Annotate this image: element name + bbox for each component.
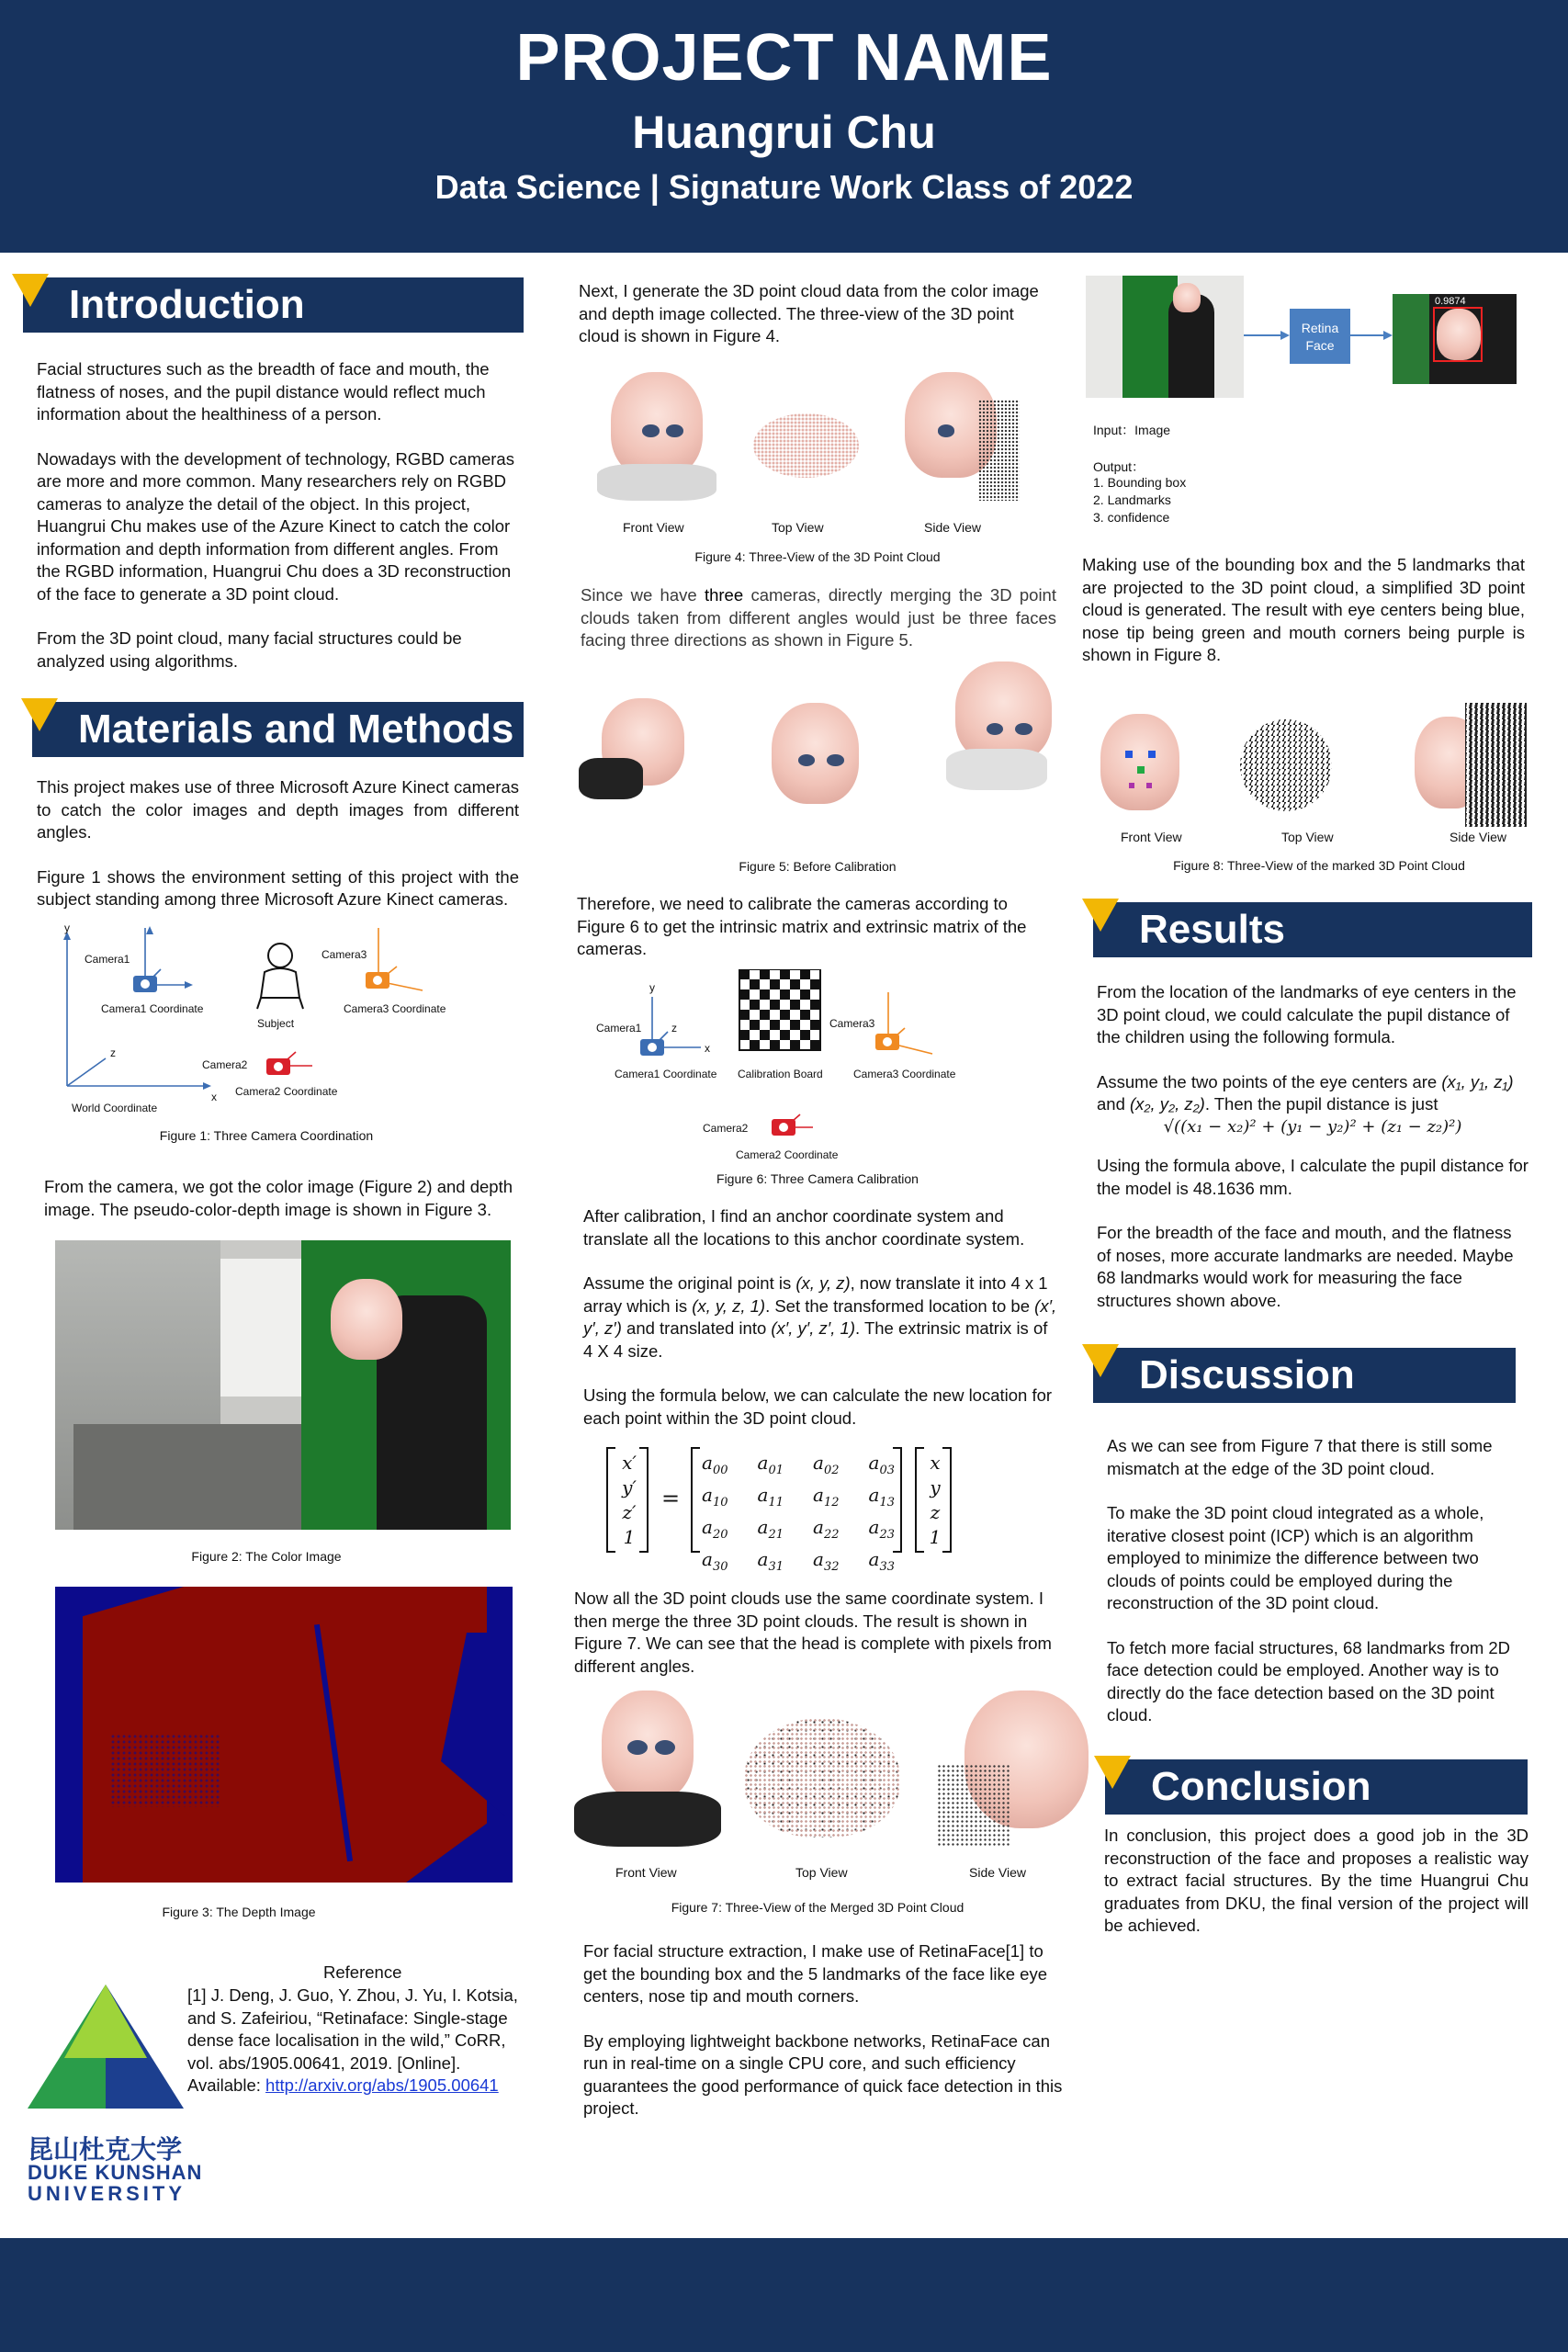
section-heading: Materials and Methods — [78, 707, 514, 752]
section-marker-icon — [21, 698, 58, 731]
math-inline: (x′, y′, z′, 1) — [771, 1318, 855, 1338]
checker-square — [780, 989, 790, 1000]
extrinsic-matrix — [691, 1447, 902, 1574]
figure-7-side-view — [937, 1681, 1098, 1851]
output-item: 2. Landmarks — [1093, 492, 1171, 507]
arrow-icon — [1244, 326, 1290, 345]
matrix-row — [702, 1515, 895, 1547]
calibration-board-label: Calibration Board — [738, 1068, 823, 1080]
right-paragraph: For the breadth of the face and mouth, and the flatness of noses, more accurate landmarks are needed. Maybe 68 landmarks would work for measuring the face structures shown above. — [1097, 1223, 1514, 1310]
reference-entry — [187, 1984, 527, 2098]
matrix-cell: $a_{10}$ — [702, 1484, 728, 1510]
poster-title: PROJECT NAME — [515, 21, 1053, 95]
checker-square — [810, 1040, 820, 1050]
section-heading: Discussion — [1139, 1352, 1355, 1397]
checker-square — [739, 969, 750, 979]
subject-icon — [257, 944, 303, 1009]
section-marker-icon — [1082, 1344, 1119, 1377]
section-marker-icon — [1082, 899, 1119, 932]
world-coordinate-label: World Coordinate — [72, 1102, 158, 1114]
figure-5-caption: Figure 5: Before Calibration — [739, 859, 897, 874]
axis-label: y — [64, 922, 70, 934]
methods-text-2 — [44, 1176, 522, 1221]
matrix-cell: $a_{13}$ — [868, 1484, 895, 1510]
matrix-cell: z′ — [622, 1501, 637, 1523]
merge-text-three: three — [704, 585, 744, 605]
section-heading: Conclusion — [1151, 1764, 1371, 1809]
section-materials-methods — [32, 702, 524, 757]
matrix-cell: $a_{20}$ — [702, 1516, 728, 1542]
calibration-text — [577, 893, 1059, 961]
mid-paragraph: Therefore, we need to calibrate the cameras according to Figure 6 to get the intrinsic matrix and extrinsic matrix of the cameras. — [577, 894, 1027, 958]
front-view-label: Front View — [1121, 830, 1182, 844]
conclusion-text — [1104, 1825, 1529, 1938]
side-view-label: Side View — [924, 520, 982, 535]
figure-4-front-view — [597, 372, 716, 510]
checker-square — [750, 1000, 760, 1010]
figure-4-caption: Figure 4: Three-View of the 3D Point Cloud — [694, 549, 941, 564]
matrix-cell: z — [930, 1501, 941, 1523]
matrix-cell: y — [930, 1476, 941, 1498]
matrix-cell: $a_{21}$ — [757, 1516, 784, 1542]
intro-paragraph: From the 3D point cloud, many facial structures could be analyzed using algorithms. — [37, 628, 462, 671]
matrix-cell: y′ — [622, 1476, 637, 1498]
bounding-box — [1433, 307, 1483, 362]
checker-square — [760, 969, 770, 979]
math-inline: (x₁, y₁, z₁) — [1441, 1071, 1514, 1091]
intro-paragraph: Nowadays with the development of technology, RGBD cameras are more and more common. Many researchers rely on RGBD cameras to analyze the detail of the object. In this project, Huangrui Chu makes use of the Azure Kinect to catch the color information and depth information from different angles. From the RGBD information, Huangrui Chu does a 3D reconstruction of the face to generate a 3D point cloud. — [37, 448, 514, 604]
right-paragraph — [1097, 1071, 1529, 1116]
right-paragraph: Making use of the bounding box and the 5 landmarks that are projected to the 3D point cloud, a simplified 3D point cloud is generated. The result with eye centers being blue, nose tip being green and mouth corners being purple is shown in Figure 8. — [1082, 555, 1525, 664]
assume-text: . Set the transformed location to be — [765, 1295, 1035, 1316]
right-paragraph: As we can see from Figure 7 that there is still some mismatch at the edge of the 3D point cloud. — [1107, 1436, 1493, 1478]
mid-paragraph — [583, 1272, 1061, 1363]
mid-paragraph: By employing lightweight backbone networks, RetinaFace can run in real-time on a single CPU core, and such efficiency guarantees the good performance of quick face detection in this project. — [583, 2030, 1063, 2118]
matrix-cell: $a_{30}$ — [702, 1548, 728, 1574]
results-text — [1097, 981, 1529, 1312]
output-label: Output： — [1093, 459, 1145, 474]
anchor-text — [583, 1205, 1061, 1430]
figure-8-side-view — [1415, 703, 1527, 827]
checker-square — [790, 1040, 800, 1050]
matrix-cell: $a_{12}$ — [813, 1484, 840, 1510]
matrix-cell: $a_{22}$ — [813, 1516, 840, 1542]
merge-result-text — [574, 1588, 1061, 1678]
matrix-cell: $a_{31}$ — [757, 1548, 784, 1574]
retinaface-input-image — [1086, 276, 1244, 398]
checker-square — [739, 1010, 750, 1020]
axis-label: y — [649, 981, 655, 994]
camera3-coordinate-label: Camera3 Coordinate — [853, 1068, 956, 1080]
results-text-part: Assume the two points of the eye centers are — [1097, 1071, 1442, 1091]
checker-square — [770, 1000, 780, 1010]
dku-logo-icon — [28, 1984, 184, 2113]
camera2-label: Camera2 — [703, 1122, 749, 1135]
front-view-label: Front View — [615, 1865, 677, 1880]
figure-8-front-view — [1095, 709, 1185, 818]
checker-square — [760, 989, 770, 1000]
camera3-coordinate-label: Camera3 Coordinate — [344, 1002, 446, 1015]
checker-square — [750, 1040, 760, 1050]
camera2-coordinate-label: Camera2 Coordinate — [235, 1085, 338, 1098]
mid-paragraph — [581, 584, 1056, 652]
figure-7-caption: Figure 7: Three-View of the Merged 3D Point Cloud — [671, 1900, 964, 1915]
figure-3-caption: Figure 3: The Depth Image — [162, 1905, 316, 1919]
checker-square — [780, 969, 790, 979]
axis-label: x — [705, 1042, 710, 1055]
checker-square — [790, 979, 800, 989]
checker-square — [800, 1030, 810, 1040]
figure-1-diagram — [37, 910, 496, 1121]
methods-text — [37, 776, 519, 911]
retinaface-text — [583, 1940, 1070, 2120]
checker-square — [770, 1020, 780, 1030]
checker-square — [750, 979, 760, 989]
matrix-equation — [606, 1447, 992, 1574]
figure-8-top-view — [1235, 715, 1337, 816]
checker-square — [810, 1020, 820, 1030]
figure-4-top-view — [744, 386, 868, 496]
checker-square — [770, 1040, 780, 1050]
subject-label: Subject — [257, 1017, 295, 1030]
section-heading: Results — [1139, 907, 1285, 952]
top-view-label: Top View — [795, 1865, 848, 1880]
pointcloud-text — [579, 280, 1056, 348]
figure-4-side-view — [900, 372, 1024, 510]
input-label: Input：Image — [1093, 423, 1171, 437]
camera2-label: Camera2 — [202, 1058, 248, 1071]
section-marker-icon — [1094, 1756, 1131, 1789]
poster-affiliation: Data Science | Signature Work Class of 2022 — [434, 168, 1134, 206]
figure-7-top-view — [744, 1709, 900, 1847]
figure-5-camera2-view — [758, 703, 877, 831]
checker-square — [810, 1000, 820, 1010]
top-view-label: Top View — [772, 520, 824, 535]
camera3-label: Camera3 — [321, 948, 367, 961]
section-results — [1093, 902, 1532, 957]
poster-header — [0, 0, 1568, 253]
mid-paragraph: After calibration, I find an anchor coordinate system and translate all the locations to this anchor coordinate system. — [583, 1206, 1025, 1249]
right-paragraph: From the location of the landmarks of eye centers in the 3D point cloud, we could calculate the pupil distance of the children using the following formula. — [1097, 982, 1517, 1046]
mid-paragraph: Next, I generate the 3D point cloud data from the color image and depth image collected. The three-view of the 3D point cloud is shown in Figure 4. — [579, 281, 1039, 345]
matrix-cell: x — [930, 1452, 941, 1474]
figure-2-caption: Figure 2: The Color Image — [191, 1549, 342, 1564]
math-inline: (x₂, y₂, z₂) — [1130, 1094, 1205, 1114]
camera1-label: Camera1 — [596, 1022, 642, 1035]
detection-score: 0.9874 — [1435, 296, 1466, 307]
checker-square — [780, 1030, 790, 1040]
matrix-cell: $a_{01}$ — [757, 1452, 784, 1477]
results-text-part: . Then the pupil distance is just — [1204, 1094, 1438, 1114]
retinaface-output-image — [1393, 294, 1517, 384]
methods-paragraph: Figure 1 shows the environment setting of this project with the subject standing among three Microsoft Azure Kinect cameras. — [37, 866, 519, 909]
right-paragraph: To fetch more facial structures, 68 landmarks from 2D face detection could be employed. Another way is to directly do the face detection based on the 3D point cloud. — [1107, 1637, 1511, 1724]
arrow-icon — [1350, 326, 1393, 345]
matrix-cell: 1 — [623, 1526, 636, 1548]
mid-paragraph: Now all the 3D point clouds use the same coordinate system. I then merge the three 3D point clouds. The result is shown in Figure 7. We can see that the head is complete with pixels from different angles. — [574, 1589, 1052, 1676]
right-paragraph: To make the 3D point cloud integrated as a whole, iterative closest point (ICP) which is an algorithm employed to minimize the difference between two clouds of points could be employed during the reconstruction of the 3D point cloud. — [1107, 1503, 1484, 1612]
figure-5-camera1-view — [579, 694, 698, 804]
math-inline: (x, y, z) — [795, 1273, 851, 1293]
checker-square — [750, 1020, 760, 1030]
matrix-row — [702, 1483, 895, 1515]
vector-left — [606, 1447, 649, 1553]
section-introduction — [23, 277, 524, 333]
checker-square — [760, 1010, 770, 1020]
poster-author: Huangrui Chu — [632, 107, 936, 158]
matrix-cell: 1 — [929, 1526, 942, 1548]
camera1-coordinate-label: Camera1 Coordinate — [101, 1002, 204, 1015]
top-view-label: Top View — [1281, 830, 1334, 844]
section-conclusion — [1105, 1759, 1528, 1815]
reference-link[interactable]: http://arxiv.org/abs/1905.00641 — [265, 2075, 499, 2095]
merge-text-post: cameras, directly merging the 3D point clouds taken from different angles would just be three faces facing three directions as shown in Figure 5. — [581, 585, 1056, 650]
retinaface-box: Retina Face — [1290, 309, 1350, 364]
section-marker-icon — [12, 274, 49, 307]
checker-square — [760, 1030, 770, 1040]
checker-square — [800, 989, 810, 1000]
checker-square — [810, 979, 820, 989]
matrix-cell: $a_{03}$ — [868, 1452, 895, 1477]
discussion-text — [1107, 1435, 1511, 1727]
matrix-cell: $a_{02}$ — [813, 1452, 840, 1477]
axis-label: z — [110, 1046, 116, 1059]
figure-1-caption: Figure 1: Three Camera Coordination — [159, 1128, 374, 1143]
calibration-board-icon — [739, 969, 820, 1050]
math-inline: (x, y, z, 1) — [692, 1295, 766, 1316]
merge-text — [581, 584, 1056, 652]
checker-square — [770, 979, 780, 989]
figure-8-caption: Figure 8: Three-View of the marked 3D Point Cloud — [1173, 858, 1465, 873]
checker-square — [800, 969, 810, 979]
figure-3-depth-image — [55, 1587, 513, 1883]
assume-text: , now translate it into 4 x 1 array which is — [583, 1273, 1048, 1316]
checker-square — [739, 989, 750, 1000]
right-paragraph: Using the formula above, I calculate the pupil distance for the model is 48.1636 mm. — [1097, 1156, 1529, 1198]
matrix-row — [702, 1547, 895, 1579]
assume-text: . The extrinsic matrix is of 4 X 4 size. — [583, 1318, 1048, 1361]
intro-paragraph: Facial structures such as the breadth of face and mouth, the flatness of noses, and the pupil distance would reflect much information about the healthiness of a person. — [37, 359, 490, 424]
logo-line-1: DUKE KUNSHAN — [28, 2161, 203, 2184]
axis-label: z — [671, 1022, 677, 1035]
matrix-row — [702, 1451, 895, 1483]
mid-paragraph: For facial structure extraction, I make use of RetinaFace[1] to get the bounding box and the 5 landmarks of the face like eye centers, nose tip and mouth corners. — [583, 1941, 1047, 2006]
matrix-cell: $a_{00}$ — [702, 1452, 728, 1477]
matrix-cell: $a_{11}$ — [757, 1484, 784, 1510]
figure-7-front-view — [574, 1690, 721, 1856]
output-item: 1. Bounding box — [1093, 475, 1187, 490]
section-heading: Introduction — [69, 282, 305, 327]
methods-paragraph: From the camera, we got the color image (Figure 2) and depth image. The pseudo-color-depth image is shown in Figure 3. — [44, 1177, 513, 1219]
poster-footer — [0, 2238, 1568, 2352]
camera1-label: Camera1 — [85, 953, 130, 966]
pupil-distance-formula: √((x₁ − x₂)² + (y₁ − y₂)² + (z₁ − z₂)²) — [1163, 1116, 1462, 1136]
figure-5-camera3-view — [946, 662, 1066, 795]
side-view-label: Side View — [1450, 830, 1507, 844]
math-inline: (x′, y′, z′) — [583, 1295, 1057, 1338]
checker-square — [800, 1010, 810, 1020]
matrix-cell: $a_{23}$ — [868, 1516, 895, 1542]
matrix-cell: $a_{32}$ — [813, 1548, 840, 1574]
side-view-label: Side View — [969, 1865, 1027, 1880]
bbox-text — [1082, 554, 1525, 667]
reference-heading: Reference — [323, 1962, 402, 1982]
intro-text — [37, 358, 524, 673]
reference-text: [1] J. Deng, J. Guo, Y. Zhou, J. Yu, I. Kotsia, and S. Zafeiriou, “Retinaface: Single-stage dense face localisation in the wild,” CoRR, vol. abs/1905.00641, 2019. [Online]. Available: — [187, 1985, 518, 2095]
merge-text-pre: Since we have — [581, 585, 705, 605]
vector-right — [915, 1447, 952, 1553]
figure-6-diagram — [592, 969, 978, 1167]
logo-line-2: UNIVERSITY — [28, 2182, 186, 2205]
results-text-part: and — [1097, 1094, 1131, 1114]
logo-chinese-name: 昆山杜克大学 — [28, 2134, 183, 2165]
axis-label: x — [211, 1091, 217, 1103]
front-view-label: Front View — [623, 520, 684, 535]
camera1-coordinate-label: Camera1 Coordinate — [615, 1068, 717, 1080]
camera2-coordinate-label: Camera2 Coordinate — [736, 1148, 839, 1161]
figure-2-color-image — [55, 1240, 511, 1530]
checker-square — [790, 1020, 800, 1030]
matrix-cell: $a_{33}$ — [868, 1548, 895, 1574]
mid-paragraph: Using the formula below, we can calculate the new location for each point within the 3D point cloud. — [583, 1385, 1053, 1428]
assume-text: and translated into — [621, 1318, 772, 1338]
assume-text: Assume the original point is — [583, 1273, 796, 1293]
checker-square — [780, 1010, 790, 1020]
figure-6-caption: Figure 6: Three Camera Calibration — [716, 1171, 919, 1186]
checker-square — [790, 1000, 800, 1010]
section-discussion — [1093, 1348, 1516, 1403]
equals-sign: = — [661, 1486, 681, 1511]
matrix-cell: x′ — [622, 1452, 637, 1474]
checker-square — [739, 1030, 750, 1040]
output-item: 3. confidence — [1093, 510, 1170, 525]
camera3-label: Camera3 — [829, 1017, 875, 1030]
methods-paragraph: This project makes use of three Microsoft Azure Kinect cameras to catch the color images and depth images from different angles. — [37, 777, 519, 842]
right-paragraph: In conclusion, this project does a good job in the 3D reconstruction of the face and proposes a realistic way to extract facial structures. By the time Huangrui Chu graduates from DKU, the final version of the project will be achieved. — [1104, 1826, 1529, 1935]
